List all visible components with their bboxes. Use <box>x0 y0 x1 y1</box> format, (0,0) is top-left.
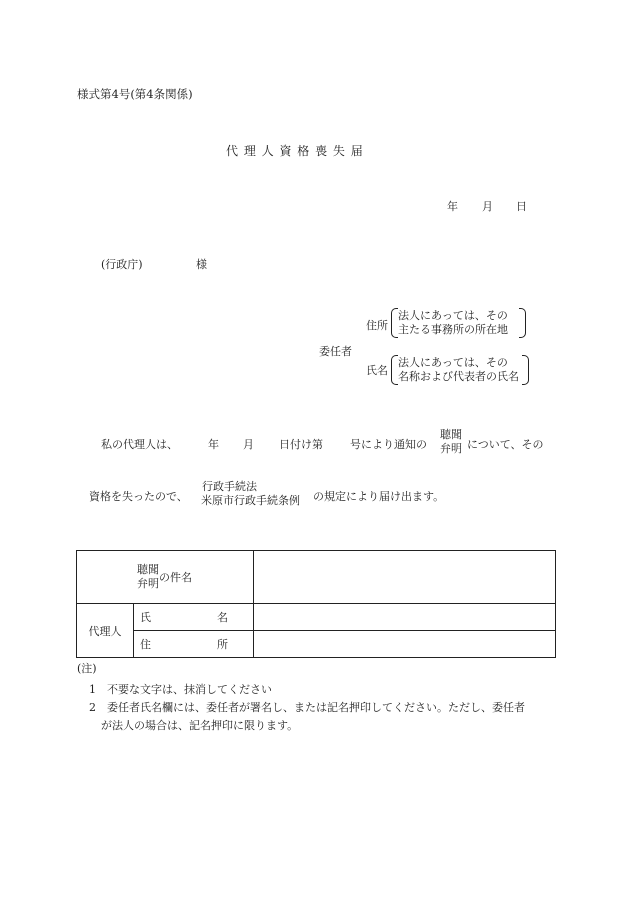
body-text-2: 日付け第 <box>279 438 323 451</box>
principal-address-label: 住所 <box>366 319 388 332</box>
date-year-label: 年 <box>447 200 458 213</box>
hearing-choice <box>440 428 462 456</box>
choice-explanation: 弁明 <box>440 442 462 455</box>
subject-label-cell <box>77 551 254 604</box>
address-note <box>398 309 508 337</box>
law-option-1: 行政手続法 <box>202 480 257 493</box>
addressee-office: (行政庁) <box>101 258 143 271</box>
table-row-agent-name <box>77 604 556 631</box>
law-option-2: 米原市行政手続条例 <box>201 494 300 507</box>
agent-label-cell: 代理人 <box>77 604 134 658</box>
note-item-2-line2: が法人の場合は、記名押印に限ります。 <box>101 719 299 732</box>
subject-choice-hearing: 聴聞 <box>137 563 159 576</box>
document-title: 代 理 人 資 格 喪 失 届 <box>226 144 364 158</box>
subject-value-cell[interactable] <box>254 551 556 604</box>
agent-info-table <box>76 550 556 658</box>
notes-heading: (注) <box>77 662 97 675</box>
address-note-line2: 主たる事務所の所在地 <box>398 323 508 336</box>
addressee-honorific: 様 <box>196 258 207 271</box>
name-note-line2: 名称および代表者の氏名 <box>398 370 519 383</box>
note-item-2-line1: 2 委任者氏名欄には、委任者が署名し、または記名押印してください。ただし、委任者 <box>89 701 525 714</box>
principal-label: 委任者 <box>319 345 352 358</box>
table-row-subject <box>77 551 556 604</box>
agent-address-label-cell: 住 所 <box>134 631 254 658</box>
body-text-3: 号により通知の <box>350 438 427 451</box>
body-text-6: の規定により届け出ます。 <box>313 490 445 503</box>
table-row-agent-address <box>77 631 556 658</box>
principal-name-label: 氏名 <box>366 364 388 377</box>
agent-name-label-cell: 氏 名 <box>134 604 254 631</box>
choice-hearing: 聴聞 <box>440 428 462 441</box>
body-text-5: 資格を失ったので、 <box>89 490 188 503</box>
name-brace-right <box>522 355 529 385</box>
address-note-line1: 法人にあっては、その <box>398 309 508 322</box>
name-note <box>398 356 519 384</box>
date-month-label: 月 <box>482 200 493 213</box>
name-brace-left <box>391 355 398 385</box>
form-number: 様式第4号(第4条関係) <box>77 87 193 101</box>
body-month-label: 月 <box>243 438 254 451</box>
subject-suffix: の件名 <box>159 571 192 584</box>
subject-choice <box>137 563 159 591</box>
agent-name-value-cell[interactable] <box>254 604 556 631</box>
date-day-label: 日 <box>516 200 527 213</box>
law-choice <box>201 480 300 508</box>
subject-choice-explanation: 弁明 <box>137 577 159 590</box>
address-brace-left <box>391 308 398 338</box>
body-year-label: 年 <box>208 438 219 451</box>
agent-address-value-cell[interactable] <box>254 631 556 658</box>
name-note-line1: 法人にあっては、その <box>398 356 508 369</box>
body-text-4: について、その <box>467 438 544 451</box>
note-item-1: 1 不要な文字は、抹消してください <box>89 683 272 696</box>
body-text-1: 私の代理人は、 <box>101 438 178 451</box>
address-brace-right <box>519 308 526 338</box>
